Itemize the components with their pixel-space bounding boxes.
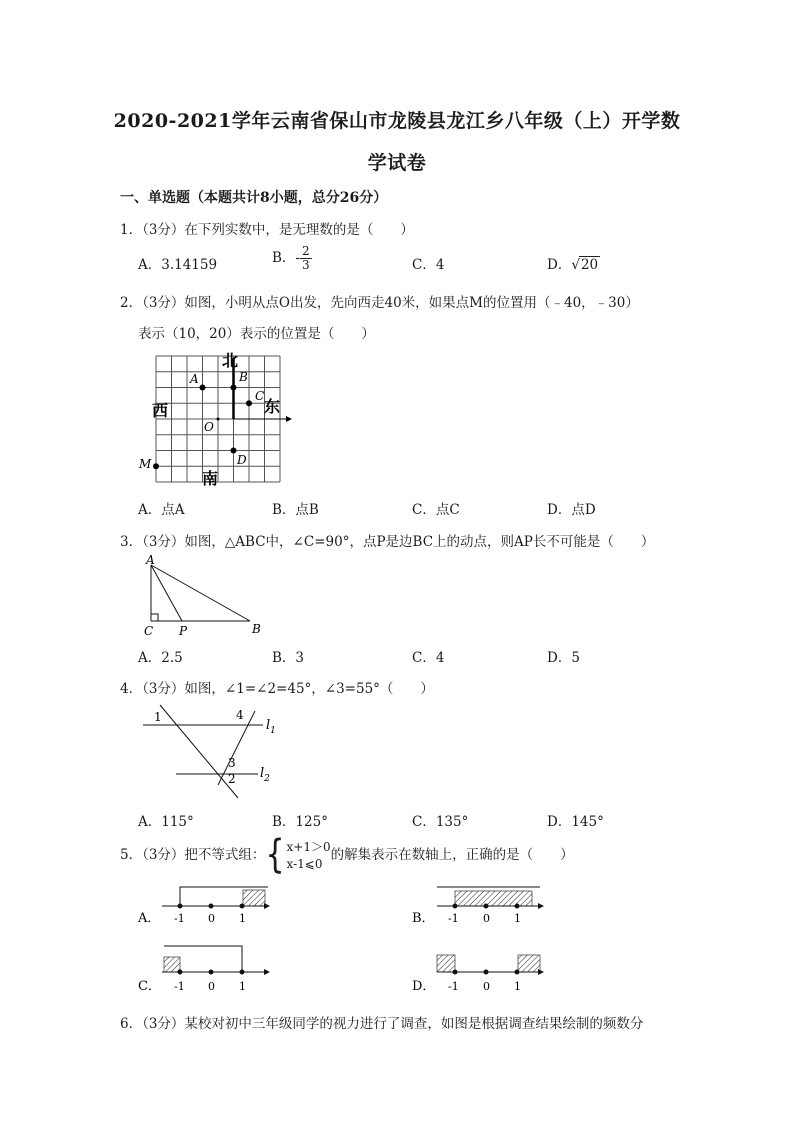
inequality-1: x+1＞0 xyxy=(286,839,331,854)
tick-label-0: 0 xyxy=(483,912,490,925)
q1-b-sign: - xyxy=(295,250,300,266)
q4-option-a[interactable]: A．115° xyxy=(138,814,194,830)
fraction-denominator: 3 xyxy=(301,258,310,272)
tick-label-neg1: -1 xyxy=(174,912,185,925)
q4-option-b[interactable]: B．125° xyxy=(272,814,328,830)
question-4-text: 4．（3分）如图，∠1=∠2=45°，∠3=55°（ ） xyxy=(120,681,434,697)
option-b-letter: B． xyxy=(412,911,435,926)
label-m: M xyxy=(139,457,152,471)
tick-label-0: 0 xyxy=(483,980,490,993)
line-l1-label: $l_1$ xyxy=(266,718,276,736)
question-6-text: 6．（3分）某校对初中三年级同学的视力进行了调查，如图是根据调查结果绘制的频数分 xyxy=(120,1016,644,1032)
exam-title-line2: 学试卷 xyxy=(367,152,427,174)
tick-label-1: 1 xyxy=(514,980,521,993)
angle-4-label: 4 xyxy=(236,708,244,722)
exam-title-line1: 2020-2021学年云南省保山市龙陵县龙江乡八年级（上）开学数 xyxy=(113,110,681,132)
question-1-text: 1．（3分）在下列实数中，是无理数的是（ ） xyxy=(120,222,414,238)
option-b-number-line[interactable] xyxy=(412,887,544,926)
option-a-letter: A． xyxy=(138,911,161,926)
q2-option-a[interactable]: A．点A xyxy=(138,502,185,518)
q2-option-b[interactable]: B．点B xyxy=(272,502,319,518)
question-2-text-line1: 2．（3分）如图，小明从点O出发，先向西走40米，如果点M的位置用（﹣40，﹣30） xyxy=(120,295,639,311)
question-2-text-line2: 表示（10，20）表示的位置是（ ） xyxy=(138,326,375,342)
option-d-number-line[interactable] xyxy=(412,955,544,994)
tick-label-1: 1 xyxy=(239,912,246,925)
q2-option-c[interactable]: C．点C xyxy=(412,502,460,518)
angle-1-label: 1 xyxy=(154,710,162,724)
label-c: C xyxy=(255,389,265,403)
q3-option-d[interactable]: D．5 xyxy=(547,650,580,666)
inequality-2: x-1⩽0 xyxy=(286,856,323,871)
q2-option-d[interactable]: D．点D xyxy=(547,502,596,518)
label-p: P xyxy=(179,624,188,638)
tick-label-0: 0 xyxy=(208,912,215,925)
tick-label-neg1: -1 xyxy=(174,980,185,993)
tick-label-0: 0 xyxy=(208,980,215,993)
option-d-letter: D． xyxy=(412,979,436,994)
q3-option-b[interactable]: B．3 xyxy=(272,650,305,666)
label-a: A xyxy=(146,553,155,567)
q1-option-c[interactable]: C．4 xyxy=(412,257,445,273)
option-c-letter: C． xyxy=(138,979,161,994)
tick-label-1: 1 xyxy=(514,912,521,925)
label-south: 南 xyxy=(202,469,219,488)
q4-option-d[interactable]: D．145° xyxy=(547,814,604,830)
angle-2-label: 2 xyxy=(228,772,236,786)
q4-option-c[interactable]: C．135° xyxy=(412,814,469,830)
q1-option-b-label: B． xyxy=(272,250,296,266)
label-a: A xyxy=(190,372,199,386)
label-west: 西 xyxy=(152,401,169,420)
label-north: 北 xyxy=(222,351,239,370)
section-header: 一、单选题（本题共计8小题，总分26分） xyxy=(120,190,388,206)
fraction-numerator: 2 xyxy=(301,244,310,258)
label-o: O xyxy=(204,420,214,434)
radical-sign: √ xyxy=(571,257,580,273)
option-c-number-line[interactable] xyxy=(138,946,270,994)
tick-label-neg1: -1 xyxy=(448,912,459,925)
tick-label-neg1: -1 xyxy=(448,980,459,993)
q3-option-a[interactable]: A．2.5 xyxy=(138,650,183,666)
radicand: 20 xyxy=(580,257,599,273)
question-3-text: 3．（3分）如图，△ABC中，∠C=90°，点P是边BC上的动点，则AP长不可能是（ ） xyxy=(120,534,655,550)
q1-option-a[interactable]: A．3.14159 xyxy=(138,257,218,273)
q1-option-d-label: D． xyxy=(547,257,572,273)
label-b: B xyxy=(239,370,248,384)
angle-3-label: 3 xyxy=(228,756,236,770)
option-a-number-line[interactable] xyxy=(137,887,270,926)
label-east: 东 xyxy=(264,397,281,416)
q3-option-c[interactable]: C．4 xyxy=(412,650,445,666)
tick-label-1: 1 xyxy=(239,980,246,993)
label-b: B xyxy=(252,622,261,636)
brace-icon: { xyxy=(265,832,285,878)
label-d: D xyxy=(237,453,247,467)
q5-suffix: 的解集表示在数轴上，正确的是（ ） xyxy=(330,847,574,863)
label-c: C xyxy=(144,624,154,638)
line-l2-label: $l_2$ xyxy=(260,766,270,784)
q5-prefix: 5．（3分）把不等式组： xyxy=(120,847,266,863)
